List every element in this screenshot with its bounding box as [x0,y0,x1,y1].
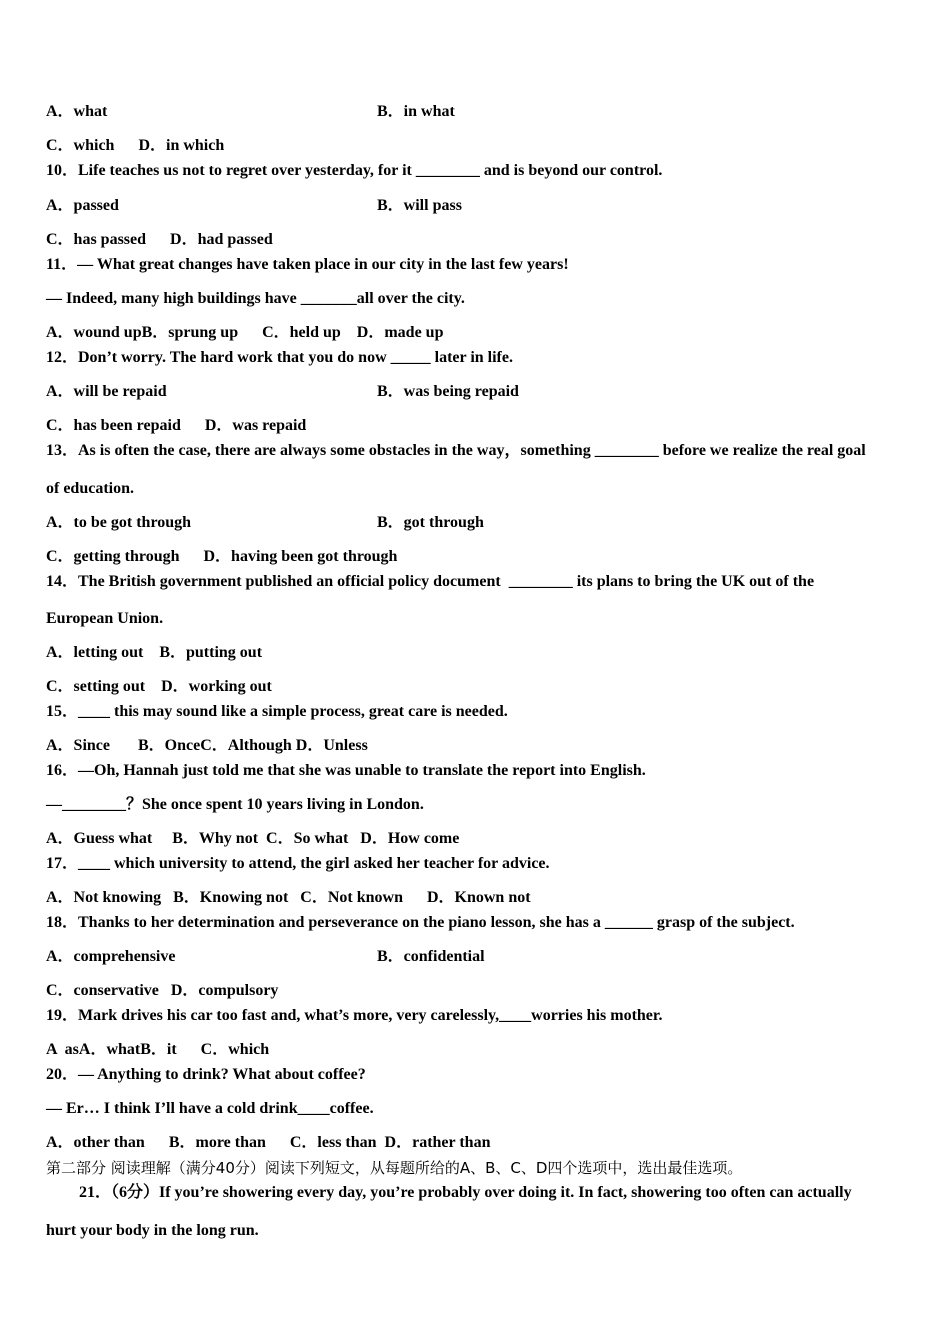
q11-options: A．wound upB．sprung up C．held up D．made up [46,324,444,341]
q17-stem: 17．____ which university to attend, the girl asked her teacher for advice. [46,855,550,872]
q20-options: A．other than B．more than C．less than D．rather than [46,1134,491,1151]
q13-option-a: A．to be got through [46,514,192,531]
q9-option-a: A．what [46,103,108,120]
q10-stem: 10．Life teaches us not to regret over yesterday, for it ________ and is beyond our control. [46,162,663,179]
q10-option-a: A．passed [46,197,119,214]
q16-options: A．Guess what B．Why not C．So what D．How come [46,830,460,847]
q9-option-b: B．in what [377,103,455,120]
q14-options-a-b: A．letting out B．putting out [46,644,263,661]
q14-stem: 14．The British government published an official policy document ________ its plans to bring the UK out of the [46,573,815,590]
q10-options-c-d: C．has passed D．had passed [46,231,273,248]
q18-option-a: A．comprehensive [46,948,176,965]
q15-options: A．Since B．OnceC．Although D．Unless [46,737,368,754]
q13-stem: 13．As is often the case, there are always some obstacles in the way，something ________ before we realize the real goal [46,442,866,459]
q18-options-c-d: C．conservative D．compulsory [46,982,279,999]
q16-reply: —________？She once spent 10 years living in London. [46,796,424,813]
q14-options-c-d: C．setting out D．working out [46,678,272,695]
q12-stem: 12．Don’t worry. The hard work that you do now _____ later in life. [46,349,513,366]
section-2-heading: 第二部分 阅读理解（满分40分）阅读下列短文，从每题所给的A、B、C、D四个选项中，选出最佳选项。 [46,1159,743,1177]
q13-option-b: B．got through [377,514,484,531]
q13-stem-continued: of education. [46,480,134,497]
q12-option-b: B．was being repaid [377,383,519,400]
q18-stem: 18．Thanks to her determination and perseverance on the piano lesson, she has a ______ grasp of the subject. [46,914,795,931]
q9-options-c-d: C．which D．in which [46,137,225,154]
q21-passage-line-1: 21．（6分）If you’re showering every day, you’re probably over doing it. In fact, showering too often can actually [79,1184,852,1201]
q19-options: A asA．whatB．it C．which [46,1041,270,1058]
q11-stem: 11．— What great changes have taken place in our city in the last few years! [46,256,569,273]
q17-options: A．Not knowing B．Knowing not C．Not known D．Known not [46,889,531,906]
q15-stem: 15．____ this may sound like a simple process, great care is needed. [46,703,508,720]
q10-option-b: B．will pass [377,197,462,214]
q11-reply: — Indeed, many high buildings have _______all over the city. [46,290,465,307]
q14-stem-continued: European Union. [46,610,164,627]
q16-stem: 16．—Oh, Hannah just told me that she was unable to translate the report into English. [46,762,646,779]
q12-option-a: A．will be repaid [46,383,167,400]
q13-options-c-d: C．getting through D．having been got through [46,548,398,565]
q12-options-c-d: C．has been repaid D．was repaid [46,417,307,434]
q20-reply: — Er… I think I’ll have a cold drink____coffee. [46,1100,374,1117]
q19-stem: 19．Mark drives his car too fast and, what’s more, very carelessly,____worries his mother. [46,1007,663,1024]
q18-option-b: B．confidential [377,948,485,965]
q21-passage-line-2: hurt your body in the long run. [46,1222,259,1239]
q20-stem: 20．— Anything to drink? What about coffee? [46,1066,366,1083]
